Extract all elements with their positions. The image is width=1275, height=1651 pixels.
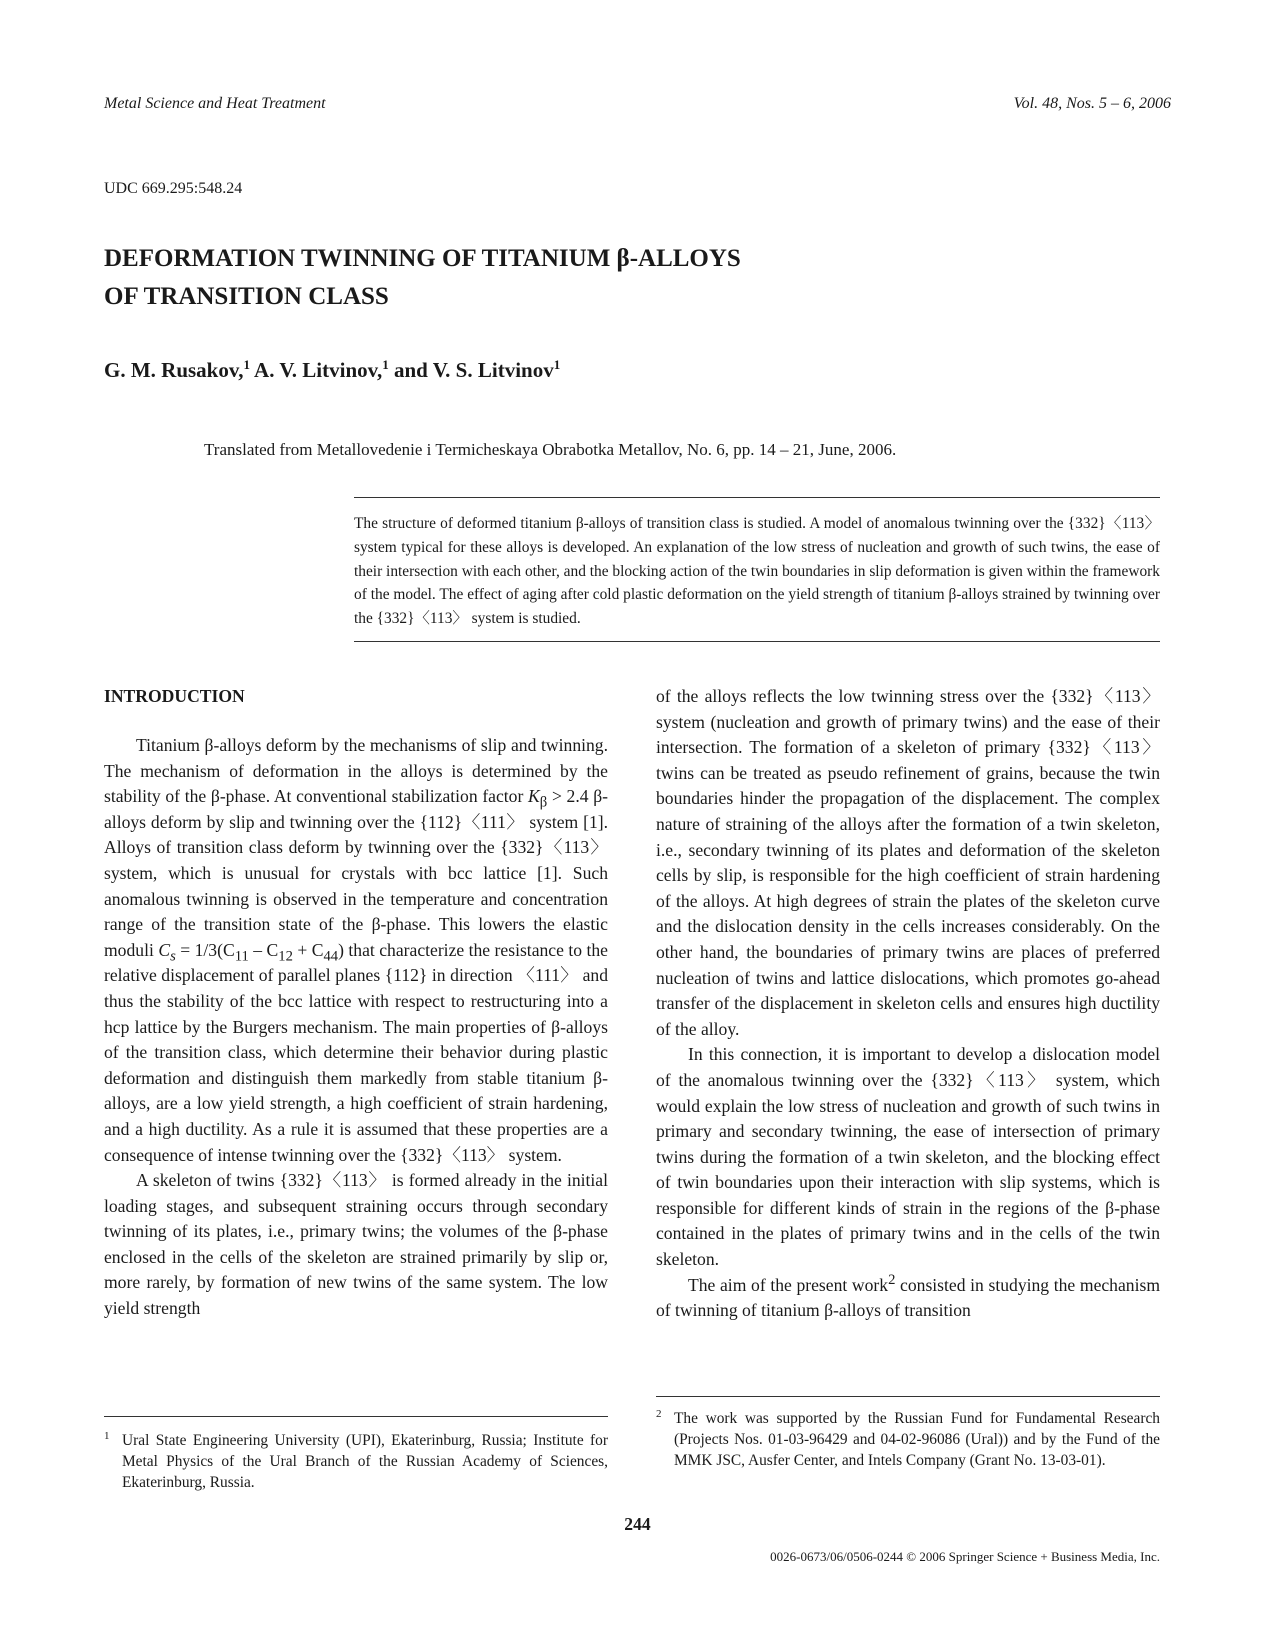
- author-conjunction: and: [393, 358, 428, 382]
- symbol-k: K: [528, 786, 540, 807]
- translation-note: Translated from Metallovedenie i Termicheskaya Obrabotka Metallov, No. 6, pp. 14 – 21, June, 2006.: [204, 440, 897, 459]
- footnote-text: The work was supported by the Russian Fund for Fundamental Research (Projects Nos. 01-03-96429 and 04-02-96086 (Ural)) and by the Fund of the MMK JSC, Ausfer Center, and Intels Company (Grant No. 13-03-01).: [674, 1410, 1160, 1469]
- title-line-1: DEFORMATION TWINNING OF TITANIUM β-ALLOYS: [104, 245, 741, 272]
- journal-name: Metal Science and Heat Treatment: [104, 95, 326, 112]
- text-run: > 2.4 β-alloys deform by slip and twinning over the {112}〈111〉 system [1]. Alloys of transition class deform by twinning over the {332}〈113〉 system, which is unusual for crystals with bcc lattice [1]. Such anomalous twinning is observed in the temperature and concentration range of the transition state of the β-phase. This lowers the elastic moduli: [104, 786, 609, 960]
- paragraph: [656, 1273, 1160, 1324]
- abstract: The structure of deformed titanium β-alloys of transition class is studied. A model of anomalous twinning over the {332}〈113〉 system typical for these alloys is developed. An explanation of the low stress of nucleation and growth of such twins, the ease of their intersection with each other, and the blocking action of the twin boundaries in slip deformation is given within the framework of the model. The effect of aging after cold plastic deformation on the yield strength of titanium β-alloys strained by twinning over the {332}〈113〉 system is studied.: [354, 497, 1160, 642]
- author-1: G. M. Rusakov,: [104, 358, 244, 382]
- article-title: [104, 240, 741, 316]
- author-2: A. V. Litvinov,: [254, 358, 383, 382]
- text-run: consisted in studying the mechanism of twinning of titanium β-alloys of transition: [656, 1274, 1161, 1321]
- formula-part: ): [338, 939, 344, 960]
- formula-part: + C: [292, 939, 324, 960]
- affiliation-mark: 1: [243, 357, 250, 372]
- formula-c: C: [158, 939, 171, 960]
- text-run: The aim of the present work: [688, 1274, 889, 1295]
- affiliation-mark: 1: [382, 357, 389, 372]
- footnote-mark: 1: [104, 1430, 110, 1442]
- footnote-text: Ural State Engineering University (UPI), Ekaterinburg, Russia; Institute for Metal Physics of the Ural Branch of the Russian Academy of Sciences, Ekaterinburg, Russia.: [122, 1432, 608, 1491]
- left-column: [104, 684, 608, 1322]
- paragraph: of the alloys reflects the low twinning stress over the {332}〈113〉 system (nucleation and growth of primary twins) and the ease of their intersection. The formation of a skeleton of primary {332}〈113〉 twins can be treated as pseudo refinement of grains, because the twin boundaries hinder the propagation of the displacement. The complex nature of straining of the alloys after the formation of a twin skeleton, i.e., secondary twinning of its plates and deformation of the skeleton cells by slip, is responsible for the high coefficient of strain hardening of the alloys. At high degrees of strain the plates of the skeleton curve and the dislocation density in the cells increases considerably. On the other hand, the boundaries of primary twins are places of preferred nucleation of twins and lattice dislocations, which promotes go-ahead transfer of the displacement in skeleton cells and ensures high ductility of the alloy.: [656, 686, 1160, 1039]
- paragraph: A skeleton of twins {332}〈113〉 is formed already in the initial loading stages, and subsequent straining occurs through secondary twinning of its plates, i.e., primary twins; the volumes of the β-phase enclosed in the cells of the skeleton are strained primarily by slip or, more rarely, by formation of new twins of the same system. The low yield strength: [104, 1170, 608, 1319]
- footnote-ref: 2: [888, 1271, 896, 1288]
- footnote-2: [656, 1408, 1160, 1471]
- formula-part: – C: [248, 939, 279, 960]
- text-run: that characterize the resistance to the relative displacement of parallel planes {112} in direction 〈111〉 and thus the stability of the bcc lattice with respect to restructuring into a hcp lattice by the Burgers mechanism. The main properties of β-alloys of the transition class, which determine their behavior during plastic deformation and distinguish them markedly from stable titanium β-alloys, are a low yield strength, a high coefficient of strain hardening, and a high ductility. As a rule it is assumed that these properties are a consequence of intense twinning over the {332}〈113〉 system.: [104, 939, 608, 1165]
- udc-code: UDC 669.295:548.24: [104, 180, 243, 197]
- formula-part: = 1/3(C: [180, 939, 235, 960]
- section-heading: INTRODUCTION: [104, 686, 245, 706]
- volume-info: Vol. 48, Nos. 5 – 6, 2006: [1013, 95, 1171, 112]
- subscript: 11: [234, 948, 249, 965]
- author-3: V. S. Litvinov: [432, 358, 554, 382]
- paragraph: [104, 733, 608, 1168]
- subscript: 12: [278, 948, 293, 965]
- subscript: 44: [323, 948, 339, 965]
- title-line-2: OF TRANSITION CLASS: [104, 283, 389, 310]
- right-column: [656, 684, 1160, 1324]
- affiliation-mark: 1: [553, 357, 561, 372]
- subscript: s: [170, 948, 176, 965]
- paragraph: In this connection, it is important to develop a dislocation model of the anomalous twinning over the {332}〈113〉 system, which would explain the low stress of nucleation and growth of such twins in primary and secondary twinning, the ease of intersection of primary twins during the formation of a twin skeleton, and the blocking effect of twin boundaries upon their interaction with slip systems, which is responsible for different kinds of strain in the regions of the β-phase contained in the plates of primary twins and in the cells of the twin skeleton.: [656, 1044, 1160, 1270]
- copyright-line: 0026-0673/06/0506-0244 © 2006 Springer Science + Business Media, Inc.: [770, 1549, 1160, 1564]
- footnote-rule: [656, 1396, 1160, 1397]
- footnote-rule: [104, 1416, 608, 1417]
- footnote-1: [104, 1430, 608, 1493]
- author-list: [104, 358, 560, 383]
- subscript: β: [539, 794, 548, 811]
- page-number: 244: [624, 1514, 651, 1534]
- text-run: Titanium β-alloys deform by the mechanisms of slip and twinning. The mechanism of deformation in the alloys is determined by the stability of the β-phase. At conventional stabilization factor: [104, 735, 608, 807]
- footnote-mark: 2: [656, 1408, 662, 1420]
